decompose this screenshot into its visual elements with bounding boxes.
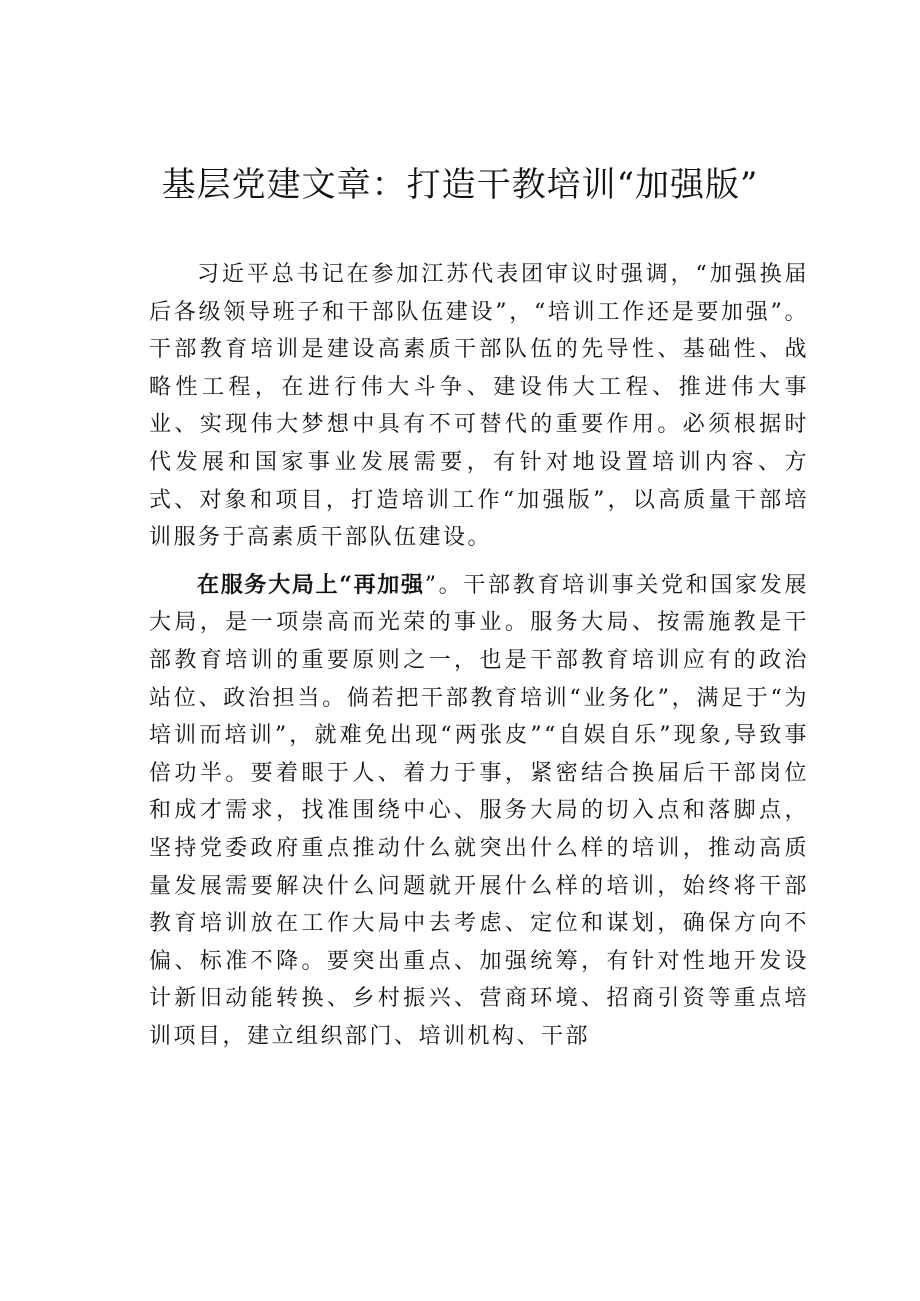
- document-body: [149, 256, 809, 1055]
- paragraph-lead-heading: 在服务大局上“再加强: [197, 571, 425, 598]
- document-title: 基层党建文章：打造干教培训“加强版”: [161, 165, 759, 205]
- paragraph-intro: 习近平总书记在参加江苏代表团审议时强调，“加强换届后各级领导班子和干部队伍建设”，“培训工作还是要加强”。干部教育培训是建设高素质干部队伍的先导性、基础性、战略性工程，在进行伟大斗争、建设伟大工程、推进伟大事业、实现伟大梦想中具有不可替代的重要作用。必须根据时代发展和国家事业发展需要，有针对地设置培训内容、方式、对象和项目，打造培训工作“加强版”，以高质量干部培训服务于高素质干部队伍建设。: [149, 262, 809, 551]
- paragraph-body-text: ”。干部教育培训事关党和国家发展大局，是一项崇高而光荣的事业。服务大局、按需施教是干部教育培训的重要原则之一，也是干部教育培训应有的政治站位、政治担当。倘若把干部教育培训“业务化”，满足于“为培训而培训”，就难免出现“两张皮”“自娱自乐”现象,导致事倍功半。要着眼于人、着力于事，紧密结合换届后干部岗位和成才需求，找准围绕中心、服务大局的切入点和落脚点，坚持党委政府重点推动什么就突出什么样的培训，推动高质量发展需要解决什么问题就开展什么样的培训，始终将干部教育培训放在工作大局中去考虑、定位和谋划，确保方向不偏、标准不降。要突出重点、加强统筹，有针对性地开发设计新旧动能转换、乡村振兴、营商环境、招商引资等重点培训项目，建立组织部门、培训机构、干部: [149, 572, 810, 1049]
- paragraph-serve-overall: [149, 567, 809, 1056]
